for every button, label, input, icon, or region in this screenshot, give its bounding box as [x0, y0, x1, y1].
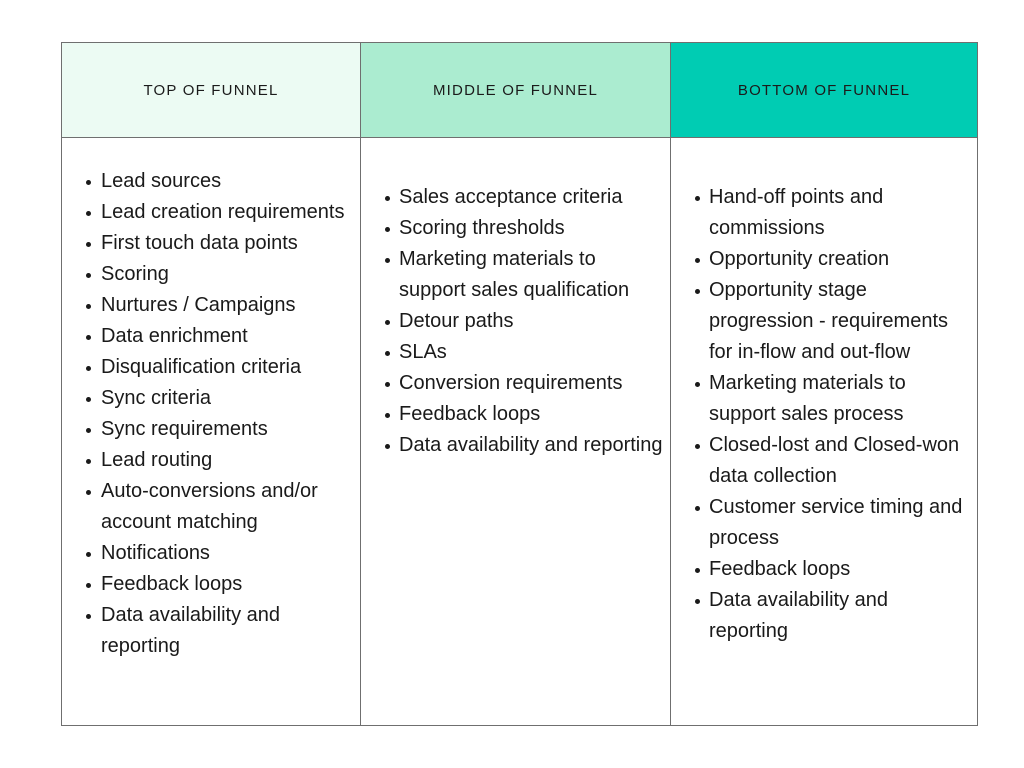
column-top-of-funnel — [62, 138, 361, 725]
header-bottom-of-funnel: BOTTOM OF FUNNEL — [671, 43, 977, 138]
column-middle-of-funnel — [361, 138, 671, 725]
list-item: First touch data points — [62, 228, 360, 259]
funnel-table — [61, 42, 978, 726]
list-item: Closed-lost and Closed-won data collection — [671, 430, 977, 492]
list-item: Disqualification criteria — [62, 352, 360, 383]
list-item: Lead creation requirements — [62, 197, 360, 228]
list-item: Data availability and reporting — [671, 585, 977, 647]
list-item: Sync requirements — [62, 414, 360, 445]
bottom-of-funnel-list — [671, 182, 977, 647]
middle-of-funnel-list — [361, 182, 670, 461]
list-item: Feedback loops — [671, 554, 977, 585]
list-item: Feedback loops — [62, 569, 360, 600]
list-item: Lead sources — [62, 166, 360, 197]
list-item: Scoring — [62, 259, 360, 290]
list-item: Detour paths — [361, 306, 670, 337]
top-of-funnel-list — [62, 166, 360, 662]
list-item: Notifications — [62, 538, 360, 569]
list-item: Marketing materials to support sales qualification — [361, 244, 670, 306]
column-bottom-of-funnel — [671, 138, 977, 725]
list-item: Data availability and reporting — [361, 430, 670, 461]
list-item: Marketing materials to support sales process — [671, 368, 977, 430]
list-item: SLAs — [361, 337, 670, 368]
list-item: Hand-off points and commissions — [671, 182, 977, 244]
list-item: Feedback loops — [361, 399, 670, 430]
list-item: Opportunity creation — [671, 244, 977, 275]
list-item: Opportunity stage progression - requirements for in-flow and out-flow — [671, 275, 977, 368]
list-item: Sales acceptance criteria — [361, 182, 670, 213]
list-item: Nurtures / Campaigns — [62, 290, 360, 321]
list-item: Sync criteria — [62, 383, 360, 414]
list-item: Data enrichment — [62, 321, 360, 352]
list-item: Conversion requirements — [361, 368, 670, 399]
list-item: Scoring thresholds — [361, 213, 670, 244]
header-top-of-funnel: TOP OF FUNNEL — [62, 43, 361, 138]
list-item: Data availability and reporting — [62, 600, 360, 662]
list-item: Customer service timing and process — [671, 492, 977, 554]
list-item: Auto-conversions and/or account matching — [62, 476, 360, 538]
list-item: Lead routing — [62, 445, 360, 476]
header-middle-of-funnel: MIDDLE OF FUNNEL — [361, 43, 671, 138]
